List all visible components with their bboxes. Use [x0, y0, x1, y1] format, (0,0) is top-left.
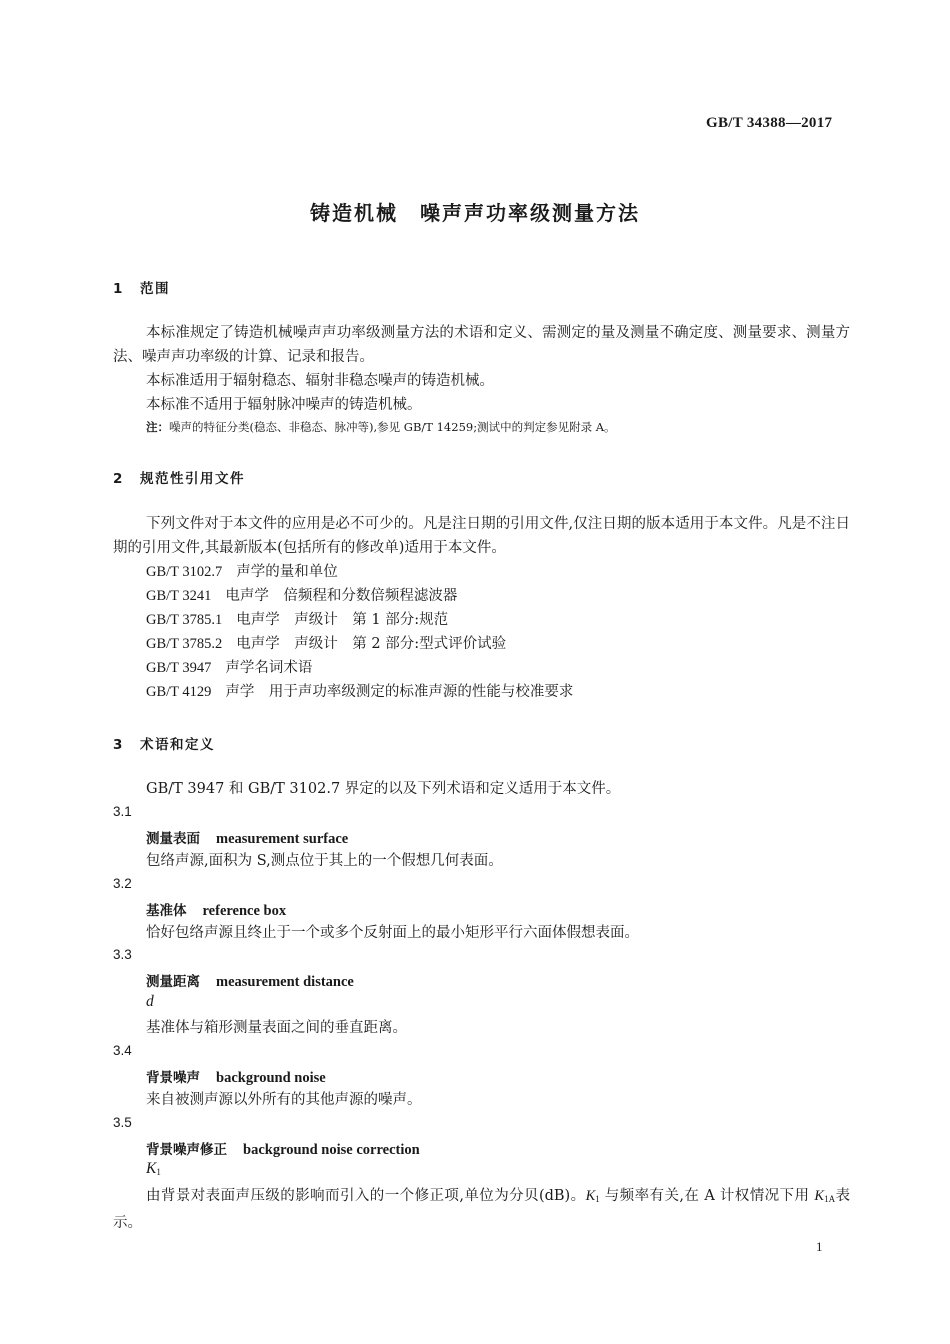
term-heading	[146, 1066, 326, 1087]
reference-code: GB/T 3785.1	[146, 612, 223, 628]
page-number: 1	[816, 1239, 823, 1254]
section-number: 2	[113, 471, 124, 487]
definition-part: 由背景对表面声压级的影响而引入的一个修正项,单位为分贝(dB)。	[146, 1188, 586, 1204]
reference-title: 电声学 声级计 第 1 部分:规范	[236, 612, 449, 628]
reference-item	[146, 632, 506, 656]
section-title: 范围	[140, 281, 170, 297]
term-english: reference box	[202, 903, 287, 919]
reference-code: GB/T 4129	[146, 684, 212, 700]
reference-item	[146, 680, 573, 704]
term-english: measurement distance	[216, 974, 354, 990]
term-english: background noise	[216, 1070, 326, 1086]
term-number: 3.3	[113, 947, 132, 962]
term-heading	[146, 827, 348, 848]
scope-note	[146, 417, 616, 437]
term-definition: 基准体与箱形测量表面之间的垂直距离。	[146, 1020, 407, 1036]
inline-symbol: $K_1$	[585, 1188, 600, 1204]
section-title: 术语和定义	[140, 737, 215, 753]
term-chinese: 背景噪声	[146, 1070, 200, 1086]
inline-symbol: $K_{1A}$	[814, 1188, 836, 1204]
scope-paragraph-1: 本标准规定了铸造机械噪声声功率级测量方法的术语和定义、需测定的量及测量不确定度、测量要求、测量方法、噪声声功率级的计算、记录和报告。	[113, 325, 850, 365]
section-number: 3	[113, 737, 124, 753]
scope-paragraph-3: 本标准不适用于辐射脉冲噪声的铸造机械。	[146, 397, 422, 413]
term-chinese: 测量距离	[146, 974, 200, 990]
term-heading	[146, 1138, 420, 1159]
term-english: measurement surface	[216, 831, 349, 847]
reference-code: GB/T 3241	[146, 588, 212, 604]
reference-title: 电声学 倍频程和分数倍频程滤波器	[225, 588, 458, 604]
definition-part: 与频率有关,在 A 计权情况下用	[599, 1188, 815, 1204]
references-intro: 下列文件对于本文件的应用是必不可少的。凡是注日期的引用文件,仅注日期的版本适用于本文件。凡是不注日期的引用文件,其最新版本(包括所有的修改单)适用于本文件。	[113, 516, 850, 556]
term-number: 3.2	[113, 876, 132, 891]
term-chinese: 测量表面	[146, 831, 200, 847]
term-definition: 来自被测声源以外所有的其他声源的噪声。	[146, 1092, 422, 1108]
term-number: 3.1	[113, 804, 132, 819]
reference-item	[146, 584, 457, 608]
symbol-letter: K	[146, 1160, 157, 1177]
reference-item	[146, 560, 338, 584]
reference-title: 电声学 声级计 第 2 部分:型式评价试验	[236, 636, 507, 652]
standard-code: GB/T 34388—2017	[706, 115, 833, 131]
term-definition: 恰好包络声源且终止于一个或多个反射面上的最小矩形平行六面体假想表面。	[146, 925, 639, 941]
terms-intro: GB/T 3947 和 GB/T 3102.7 界定的以及下列术语和定义适用于本文件。	[146, 781, 621, 797]
term-heading	[146, 970, 354, 991]
term-number: 3.5	[113, 1115, 132, 1130]
scope-paragraph-2: 本标准适用于辐射稳态、辐射非稳态噪声的铸造机械。	[146, 373, 494, 389]
symbol-subscript: 1	[156, 1167, 161, 1177]
section-number: 1	[113, 281, 124, 297]
section-1-heading	[113, 277, 170, 297]
term-symbol: d	[146, 993, 154, 1010]
section-title: 规范性引用文件	[140, 471, 245, 487]
definition-part: 表示。	[113, 1188, 850, 1231]
term-definition	[113, 1184, 850, 1235]
section-2-heading	[113, 467, 245, 487]
reference-code: GB/T 3947	[146, 660, 212, 676]
reference-item	[146, 608, 448, 632]
term-chinese: 背景噪声修正	[146, 1142, 227, 1158]
document-title: 铸造机械 噪声声功率级测量方法	[310, 201, 640, 225]
term-definition: 包络声源,面积为 S,测点位于其上的一个假想几何表面。	[146, 853, 503, 869]
section-3-heading	[113, 733, 215, 753]
term-number: 3.4	[113, 1043, 132, 1058]
term-english: background noise correction	[243, 1142, 420, 1158]
reference-title: 声学 用于声功率级测定的标准声源的性能与校准要求	[225, 684, 574, 700]
reference-title: 声学的量和单位	[236, 564, 338, 580]
reference-code: GB/T 3102.7	[146, 564, 223, 580]
reference-code: GB/T 3785.2	[146, 636, 223, 652]
term-symbol	[146, 1160, 161, 1178]
term-chinese: 基准体	[146, 903, 187, 919]
note-label: 注：	[146, 420, 169, 434]
reference-title: 声学名词术语	[225, 660, 313, 676]
reference-item	[146, 656, 312, 680]
note-text: 噪声的特征分类(稳态、非稳态、脉冲等),参见 GB/T 14259;测试中的判定参见附录 A。	[169, 420, 616, 434]
term-heading	[146, 899, 286, 920]
